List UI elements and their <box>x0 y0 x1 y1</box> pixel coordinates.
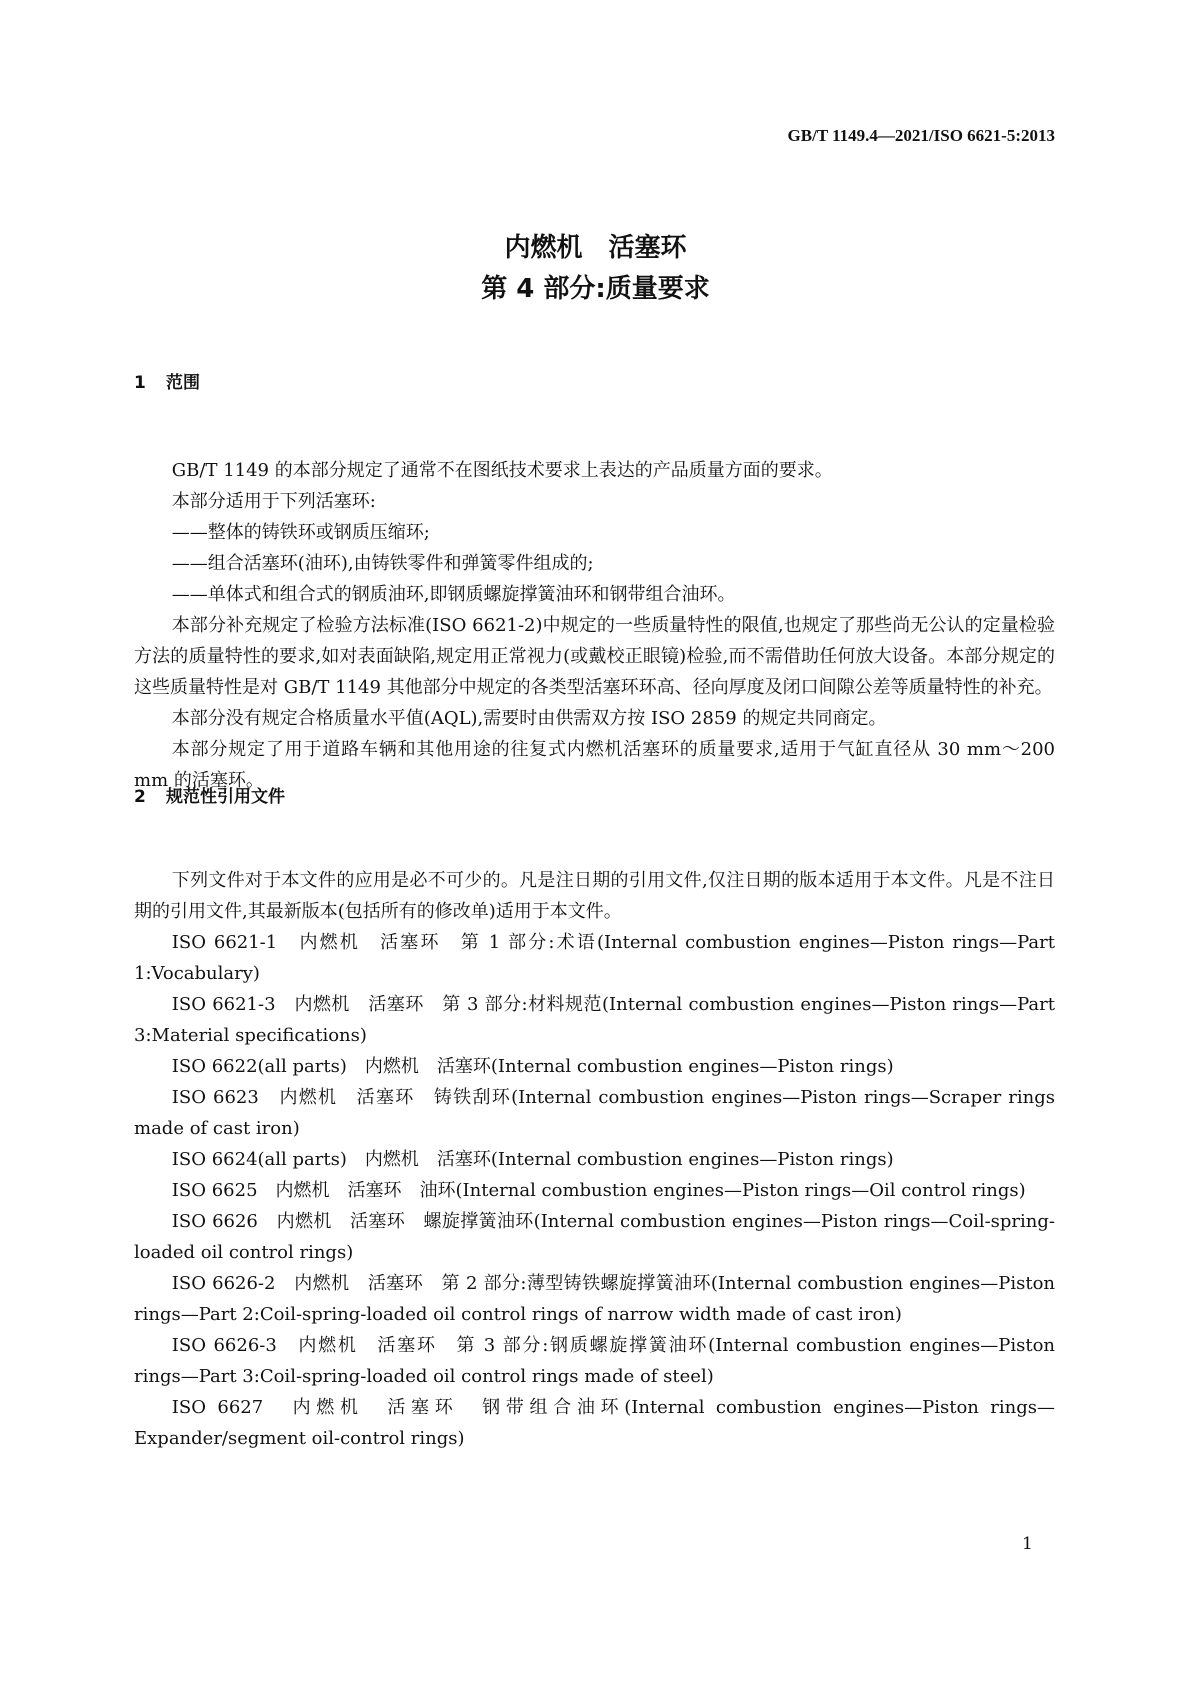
document-header-code: GB/T 1149.4—2021/ISO 6621-5:2013 <box>787 126 1055 145</box>
paragraph: GB/T 1149 的本部分规定了通常不在图纸技术要求上表达的产品质量方面的要求。 <box>171 460 833 481</box>
section-title: 规范性引用文件 <box>166 787 285 807</box>
section-normative-references <box>134 782 1055 1454</box>
section-heading <box>134 368 1055 399</box>
reference-item: ISO 6626-2 内燃机 活塞环 第 2 部分:薄型铸铁螺旋撑簧油环(Internal combustion engines—Piston rings—Part 2:Coil-spring-loaded oil control rings of narrow width made of cast iron) <box>134 1273 1055 1325</box>
reference-item: ISO 6626 内燃机 活塞环 螺旋撑簧油环(Internal combustion engines—Piston rings—Coil-spring-loaded oil control rings) <box>134 1211 1055 1263</box>
title-line-1: 内燃机 活塞环 <box>504 233 687 263</box>
page-number: 1 <box>1022 1534 1033 1554</box>
section-title: 范围 <box>166 373 200 393</box>
reference-item: ISO 6625 内燃机 活塞环 油环(Internal combustion engines—Piston rings—Oil control rings) <box>171 1180 1026 1201</box>
section-heading <box>134 782 1055 813</box>
list-item: ——单体式和组合式的钢质油环,即钢质螺旋撑簧油环和钢带组合油环。 <box>171 584 736 605</box>
paragraph: 本部分规定了用于道路车辆和其他用途的往复式内燃机活塞环的质量要求,适用于气缸直径从 30 mm～200 mm 的活塞环。 <box>134 739 1055 791</box>
section-number: 1 <box>134 373 146 393</box>
reference-item: ISO 6621-1 内燃机 活塞环 第 1 部分:术语(Internal combustion engines—Piston rings—Part 1:Vocabulary) <box>134 932 1055 984</box>
paragraph: 本部分适用于下列活塞环: <box>171 491 376 512</box>
list-item: ——组合活塞环(油环),由铸铁零件和弹簧零件组成的; <box>171 553 594 574</box>
section-number: 2 <box>134 787 146 807</box>
paragraph: 本部分没有规定合格质量水平值(AQL),需要时由供需双方按 ISO 2859 的规定共同商定。 <box>171 708 887 729</box>
list-item: ——整体的铸铁环或钢质压缩环; <box>171 522 430 543</box>
reference-item: ISO 6622(all parts) 内燃机 活塞环(Internal combustion engines—Piston rings) <box>171 1056 894 1077</box>
reference-item: ISO 6626-3 内燃机 活塞环 第 3 部分:钢质螺旋撑簧油环(Internal combustion engines—Piston rings—Part 3:Coil-spring-loaded oil control rings made of steel) <box>134 1335 1055 1387</box>
reference-item: ISO 6623 内燃机 活塞环 铸铁刮环(Internal combustion engines—Piston rings—Scraper rings made of cast iron) <box>134 1087 1055 1139</box>
title-line-2: 第 4 部分:质量要求 <box>481 274 710 304</box>
paragraph: 本部分补充规定了检验方法标准(ISO 6621-2)中规定的一些质量特性的限值,也规定了那些尚无公认的定量检验方法的质量特性的要求,如对表面缺陷,规定用正常视力(或戴校正眼镜)检验,而不需借助任何放大设备。本部分规定的这些质量特性是对 GB/T 1149 其他部分中规定的各类型活塞环环高、径向厚度及闭口间隙公差等质量特性的补充。 <box>134 615 1055 698</box>
section-scope <box>134 368 1055 796</box>
paragraph: 下列文件对于本文件的应用是必不可少的。凡是注日期的引用文件,仅注日期的版本适用于本文件。凡是不注日期的引用文件,其最新版本(包括所有的修改单)适用于本文件。 <box>134 870 1055 922</box>
reference-item: ISO 6621-3 内燃机 活塞环 第 3 部分:材料规范(Internal combustion engines—Piston rings—Part 3:Material specifications) <box>134 994 1055 1046</box>
document-title <box>0 228 1191 310</box>
reference-item: ISO 6627 内燃机 活塞环 钢带组合油环(Internal combustion engines—Piston rings—Expander/segment oil-control rings) <box>134 1397 1055 1449</box>
reference-item: ISO 6624(all parts) 内燃机 活塞环(Internal combustion engines—Piston rings) <box>171 1149 894 1170</box>
